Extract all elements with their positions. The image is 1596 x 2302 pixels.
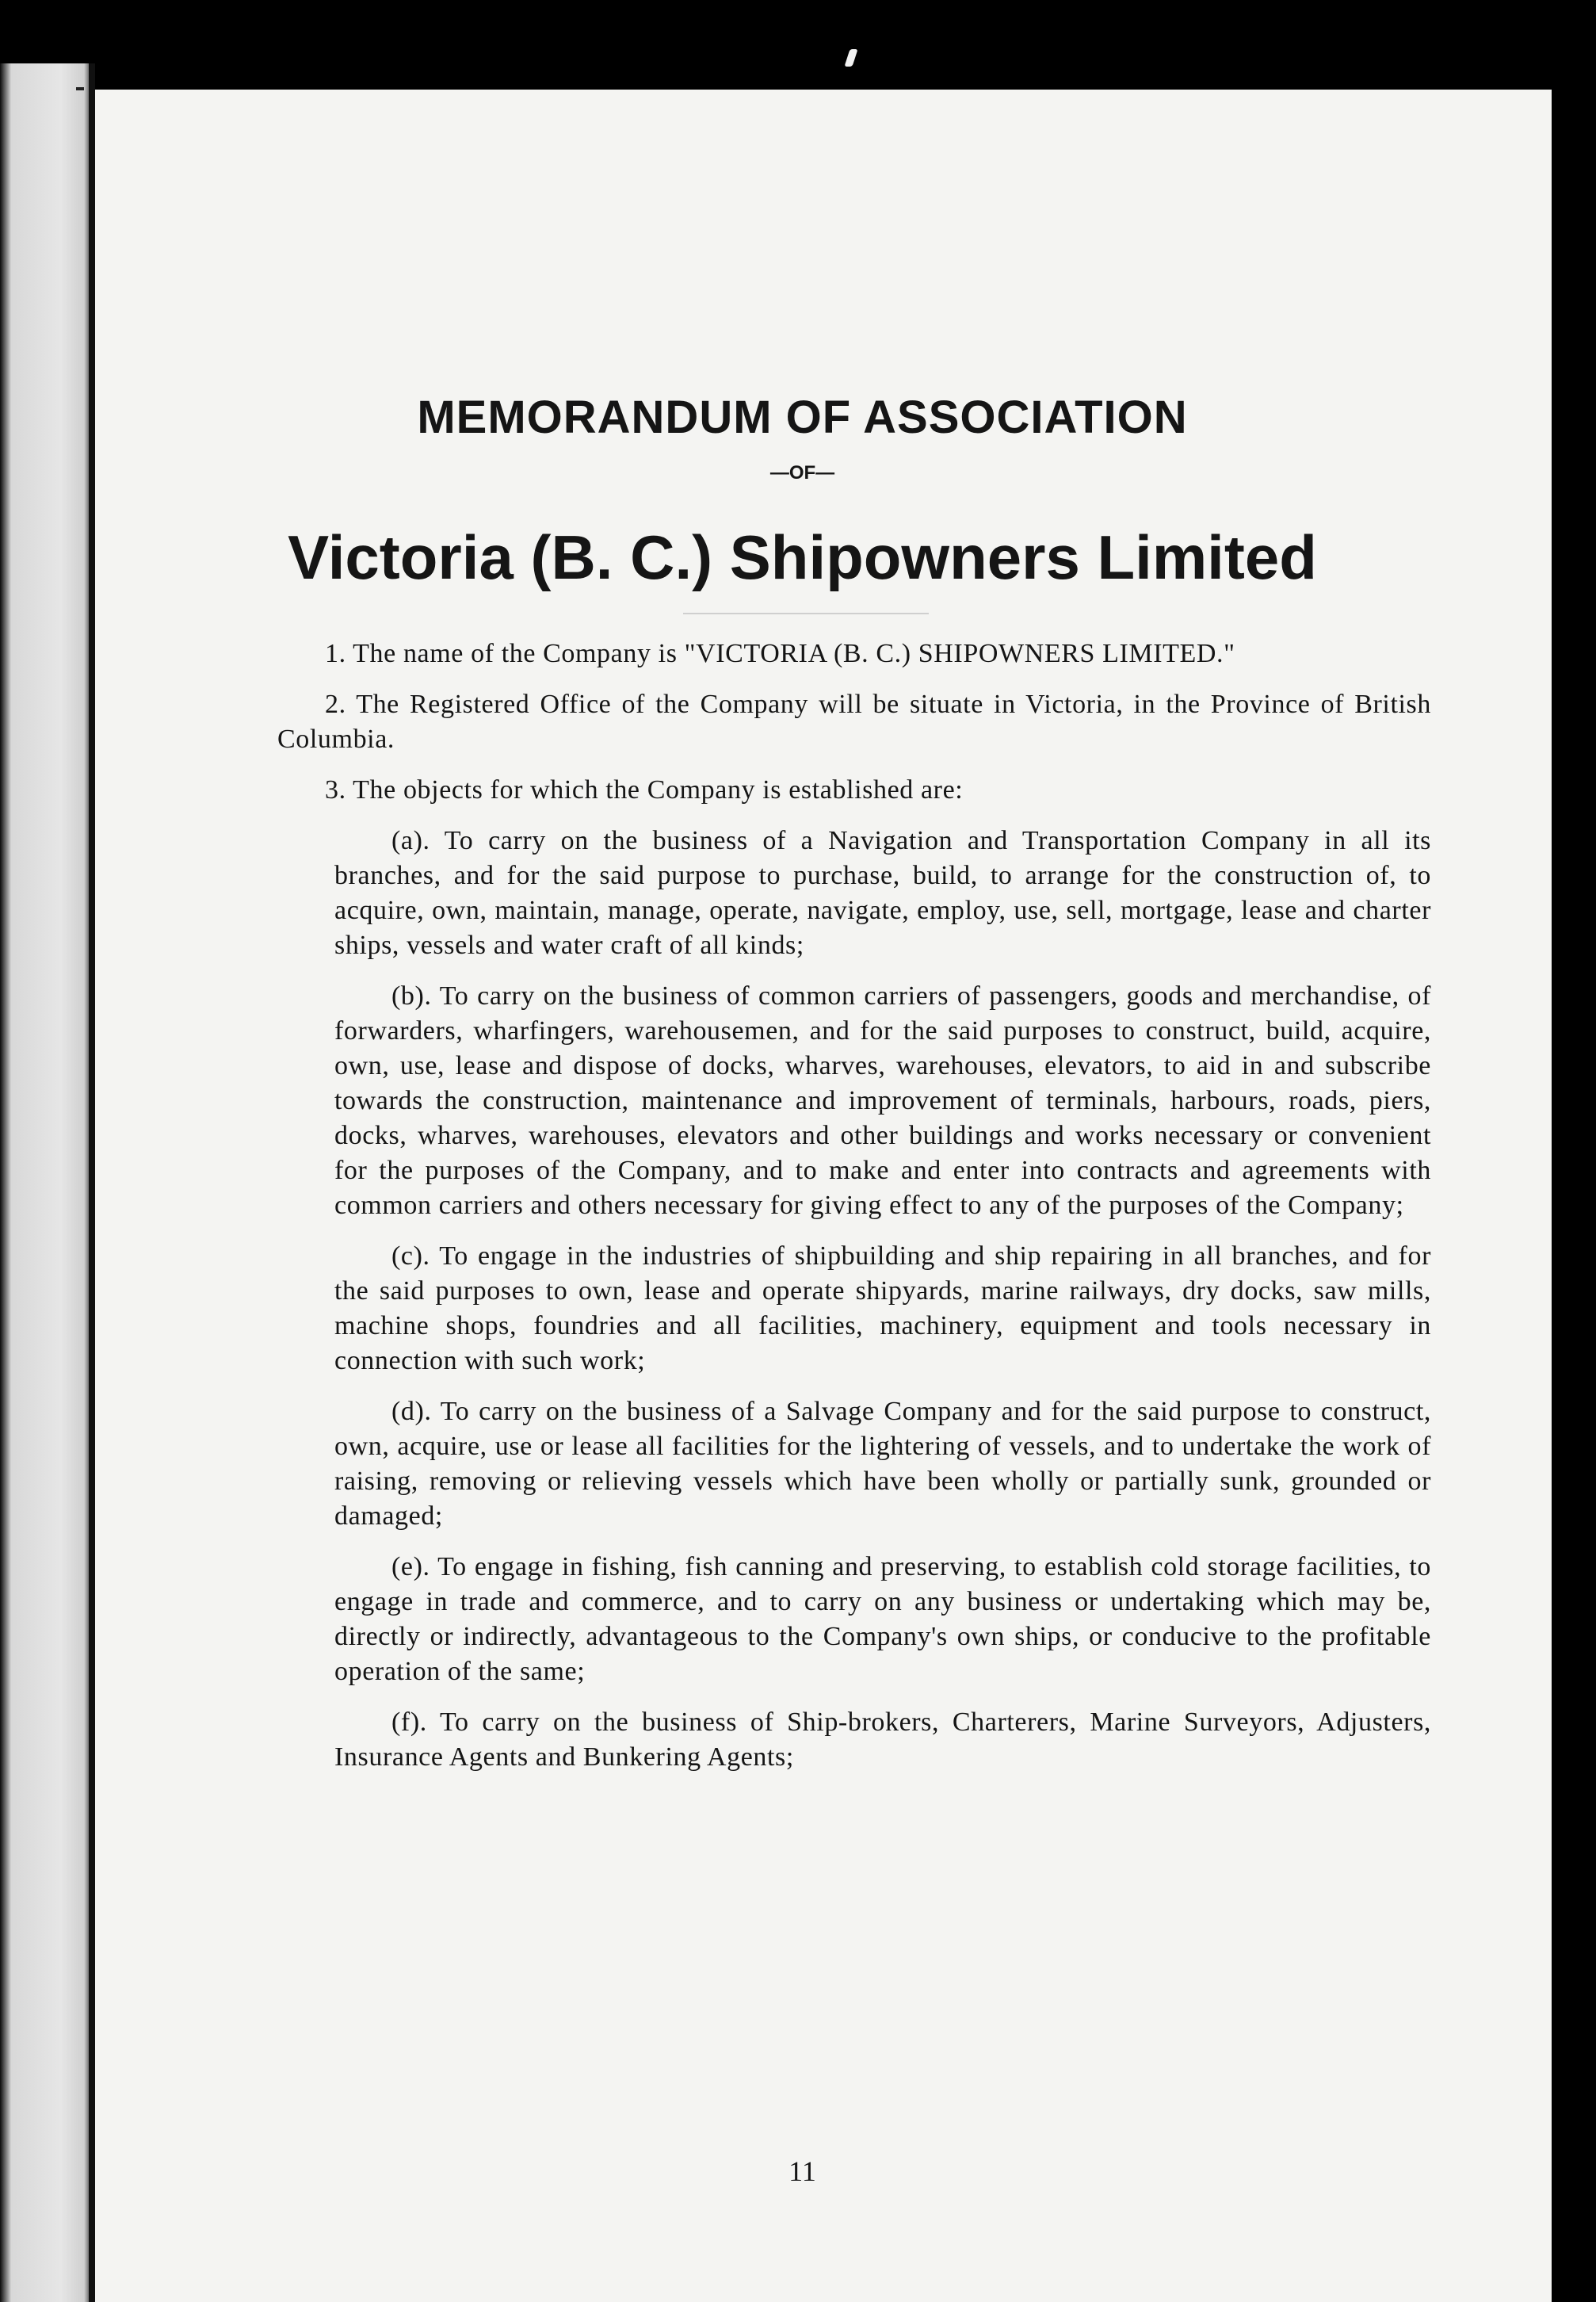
clause-2: 2. The Registered Office of the Company will be situate in Victoria, in the Province of British Columbia. bbox=[277, 690, 1431, 754]
adjacent-page-edge bbox=[0, 63, 94, 2302]
object-d: (d). To carry on the business of a Salvage Company and for the said purpose to construct, own, acquire, use or lease all facilities for the lightering of vessels, and to undertake the work of raising, removing or relieving vessels which have been wholly or partially sunk, grounded or damaged; bbox=[334, 1397, 1431, 1531]
memorandum-heading: MEMORANDUM OF ASSOCIATION bbox=[417, 392, 1188, 443]
object-c: (c). To engage in the industries of shipbuilding and ship repairing in all branches, and for the said purposes to own, lease and operate shipyards, marine railways, dry docks, saw mills, machine shops, foundries and all facilities, machinery, equipment and tools necessary in connection with such work; bbox=[334, 1241, 1431, 1375]
object-a: (a). To carry on the business of a Navigation and Transportation Company in all its branches, and for the said purpose to purchase, build, to arrange for the construction of, to acquire, own, maintain, manage, operate, navigate, employ, use, sell, mortgage, lease and charter ships, vessels and water craft of all kinds; bbox=[334, 826, 1431, 960]
document-page bbox=[95, 90, 1552, 2302]
object-e: (e). To engage in fishing, fish canning and preserving, to establish cold storage facilities, to engage in trade and commerce, and to carry on any business or undertaking which may be, directly or indirectly, advantageous to the Company's own ships, or conducive to the profitable operation of the same; bbox=[334, 1552, 1431, 1686]
clause-3: 3. The objects for which the Company is established are: bbox=[325, 775, 964, 805]
memorandum-body bbox=[277, 637, 1431, 1791]
object-b: (b). To carry on the business of common carriers of passengers, goods and merchandise, of forwarders, wharfingers, warehousemen, and for the said purposes to construct, build, acquire, own, use, lease and dispose of docks, wharves, warehouses, elevators, to aid in and subscribe towards the construction, maintenance and improvement of terminals, harbours, roads, piers, docks, wharves, warehouses, elevators and other buildings and works necessary or convenient for the purposes of the Company, and to make and enter into contracts and agreements with common carriers and others necessary for giving effect to any of the purposes of the Company; bbox=[334, 981, 1431, 1220]
clause-1: 1. The name of the Company is "VICTORIA (B. C.) SHIPOWNERS LIMITED." bbox=[325, 639, 1235, 668]
page-edge-mark bbox=[76, 87, 84, 90]
heading-divider bbox=[683, 613, 929, 614]
page-number: 11 bbox=[788, 2155, 816, 2187]
heading-connector: —OF— bbox=[769, 462, 835, 484]
scan-speck bbox=[844, 49, 857, 67]
object-f: (f). To carry on the business of Ship-brokers, Charterers, Marine Surveyors, Adjusters, Insurance Agents and Bunkering Agents; bbox=[334, 1707, 1431, 1772]
company-name-heading: Victoria (B. C.) Shipowners Limited bbox=[288, 522, 1317, 592]
page-gutter-shadow bbox=[89, 63, 95, 2302]
